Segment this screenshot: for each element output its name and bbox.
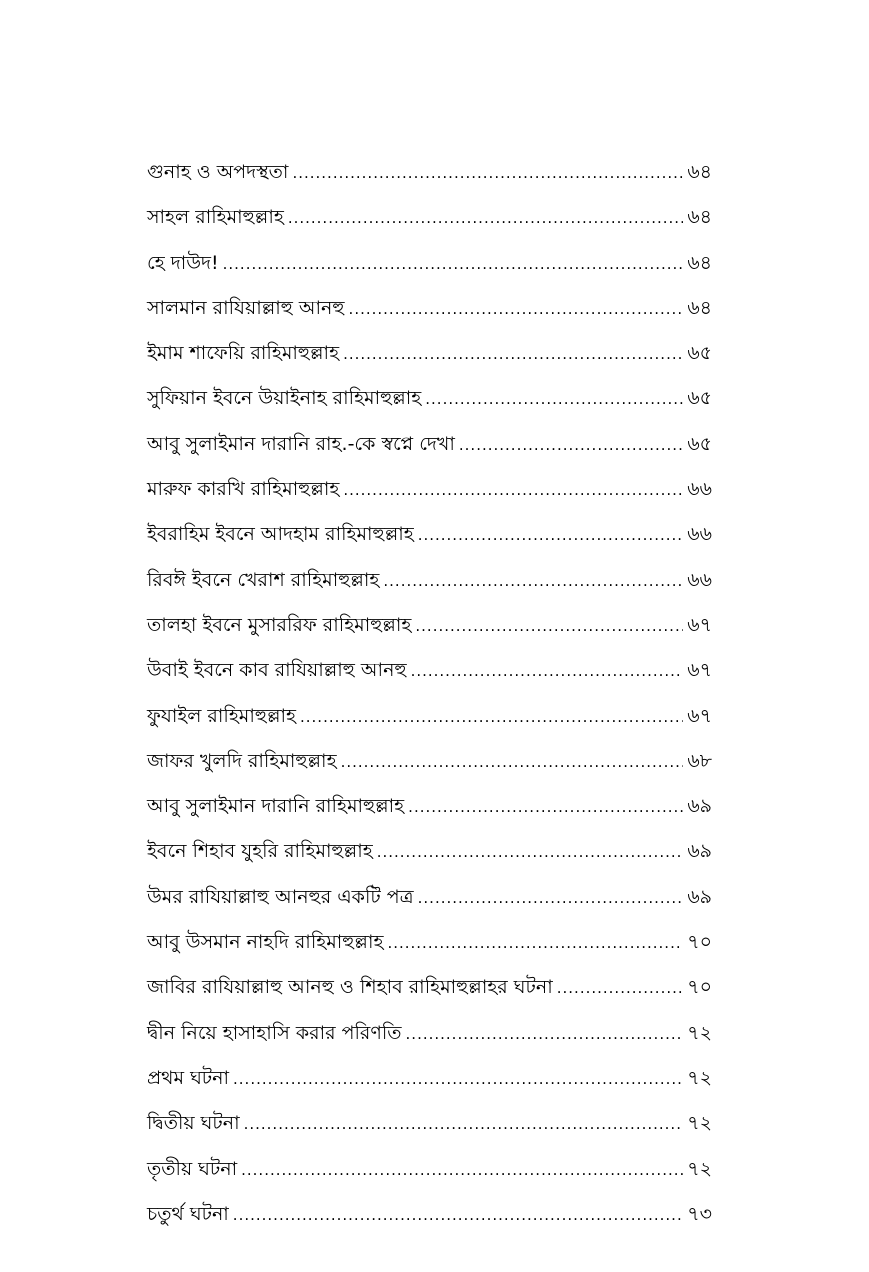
toc-entry (147, 784, 712, 829)
toc-entry-title: তৃতীয় ঘটনা (147, 1157, 238, 1180)
toc-entry (147, 1011, 712, 1056)
toc-entry (147, 965, 712, 1010)
toc-entry (147, 603, 712, 648)
toc-entry-page: ৬৯ (687, 885, 712, 908)
dot-leader (343, 332, 683, 377)
dot-leader (233, 1057, 683, 1102)
toc-entry-title: ইবনে শিহাব যুহরি রাহিমাহুল্লাহ (147, 840, 373, 863)
toc-entry (147, 286, 712, 331)
toc-entry-title: গুনাহ ও অপদস্থতা (147, 161, 289, 183)
dot-leader (406, 1012, 684, 1057)
toc-entry-page: ৬৯ (687, 795, 712, 818)
dot-leader (241, 1148, 683, 1193)
toc-entry-page: ৬৪ (687, 161, 712, 183)
dot-leader (288, 196, 683, 241)
toc-entry-page: ৬৯ (687, 840, 712, 863)
dot-leader (343, 468, 683, 513)
toc-entry-title: জাবির রাযিয়াল্লাহু আনহু ও শিহাব রাহিমাহুল্লাহর ঘটনা (147, 976, 553, 999)
dot-leader (415, 604, 683, 649)
toc-entry-title: হে দাউদ! (147, 251, 219, 274)
toc-entry-page: ৬৪ (687, 251, 712, 274)
toc-entry-title: উবাই ইবনে কাব রাযিয়াল্লাহু আনহু (147, 659, 407, 682)
toc-entry-page: ৭৩ (687, 1202, 712, 1225)
dot-leader (425, 377, 683, 422)
toc-entry (147, 1101, 712, 1146)
toc-entry-page: ৭২ (687, 1157, 712, 1180)
toc-entry-title: ফুযাইল রাহিমাহুল্লাহ (147, 704, 296, 727)
toc-entry-title: জাফর খুলদি রাহিমাহুল্লাহ (147, 749, 337, 772)
toc-entry (147, 739, 712, 784)
toc-entry (147, 1056, 712, 1101)
toc-entry (147, 829, 712, 874)
toc-entry (147, 648, 712, 693)
toc-entry-title: সাহল রাহিমাহুল্লাহ (147, 206, 284, 229)
toc-entry (147, 1147, 712, 1192)
toc-entry-page: ৬৫ (687, 432, 712, 455)
dot-leader (557, 966, 684, 1011)
dot-leader (418, 513, 684, 558)
toc-entry-page: ৬৬ (687, 523, 712, 546)
toc-entry-page: ৬৪ (687, 296, 712, 319)
toc-entry-title: আবু সুলাইমান দারানি রাহিমাহুল্লাহ (147, 795, 405, 818)
toc-entry-title: দ্বীন নিয়ে হাসাহাসি করার পরিণতি (147, 1021, 402, 1044)
table-of-contents (147, 150, 712, 1237)
dot-leader (377, 830, 684, 875)
toc-entry-page: ৬৪ (687, 206, 712, 229)
dot-leader (418, 876, 684, 921)
dot-leader (300, 695, 683, 740)
toc-entry (147, 558, 712, 603)
toc-entry (147, 241, 712, 286)
toc-entry-title: আবু উসমান নাহদি রাহিমাহুল্লাহ (147, 931, 384, 954)
dot-leader (408, 785, 683, 830)
toc-entry-title: ইমাম শাফেয়ি রাহিমাহুল্লাহ (147, 342, 340, 365)
dot-leader (349, 287, 684, 332)
toc-entry-title: মারুফ কারখি রাহিমাহুল্লাহ (147, 478, 340, 501)
dot-leader (244, 1102, 684, 1147)
toc-entry-page: ৭২ (687, 1112, 712, 1135)
dot-leader (233, 1193, 683, 1238)
toc-entry-title: সুফিয়ান ইবনে উয়াইনাহ রাহিমাহুল্লাহ (147, 387, 422, 410)
toc-entry (147, 920, 712, 965)
toc-entry-page: ৬৫ (687, 387, 712, 410)
toc-entry (147, 376, 712, 421)
toc-entry (147, 512, 712, 557)
toc-entry-page: ৭০ (687, 931, 712, 954)
toc-entry-title: চতুর্থ ঘটনা (147, 1202, 229, 1225)
toc-entry-page: ৭২ (687, 1066, 712, 1089)
dot-leader (292, 151, 683, 196)
toc-entry-title: ইবরাহিম ইবনে আদহাম রাহিমাহুল্লাহ (147, 523, 414, 546)
toc-entry (147, 875, 712, 920)
toc-entry (147, 331, 712, 376)
toc-entry-page: ৬৬ (687, 568, 712, 591)
dot-leader (341, 740, 684, 785)
toc-entry-page: ৬৫ (687, 342, 712, 365)
toc-entry-title: দ্বিতীয় ঘটনা (147, 1112, 240, 1135)
toc-entry-page: ৬৭ (687, 613, 712, 636)
dot-leader (383, 559, 683, 604)
toc-entry (147, 467, 712, 512)
toc-entry-title: আবু সুলাইমান দারানি রাহ.-কে স্বপ্নে দেখা (147, 432, 455, 455)
toc-entry-title: সালমান রাযিয়াল্লাহু আনহু (147, 296, 345, 319)
dot-leader (459, 423, 683, 468)
toc-entry-page: ৬৭ (687, 659, 712, 682)
dot-leader (223, 242, 684, 287)
toc-entry-page: ৭২ (687, 1021, 712, 1044)
toc-entry-page: ৭০ (687, 976, 712, 999)
toc-entry-page: ৬৮ (687, 749, 712, 772)
toc-entry-page: ৬৭ (687, 704, 712, 727)
toc-entry-title: উমর রাযিয়াল্লাহু আনহুর একটি পত্র (147, 885, 414, 908)
toc-entry (147, 195, 712, 240)
toc-entry (147, 422, 712, 467)
dot-leader (411, 649, 684, 694)
toc-entry-page: ৬৬ (687, 478, 712, 501)
dot-leader (387, 921, 683, 966)
toc-entry-title: তালহা ইবনে মুসাররিফ রাহিমাহুল্লাহ (147, 613, 412, 636)
toc-entry (147, 1192, 712, 1237)
toc-entry-title: রিবঈ ইবনে খেরাশ রাহিমাহুল্লাহ (147, 568, 380, 591)
toc-entry (147, 694, 712, 739)
toc-entry (147, 150, 712, 195)
toc-entry-title: প্রথম ঘটনা (147, 1066, 230, 1089)
